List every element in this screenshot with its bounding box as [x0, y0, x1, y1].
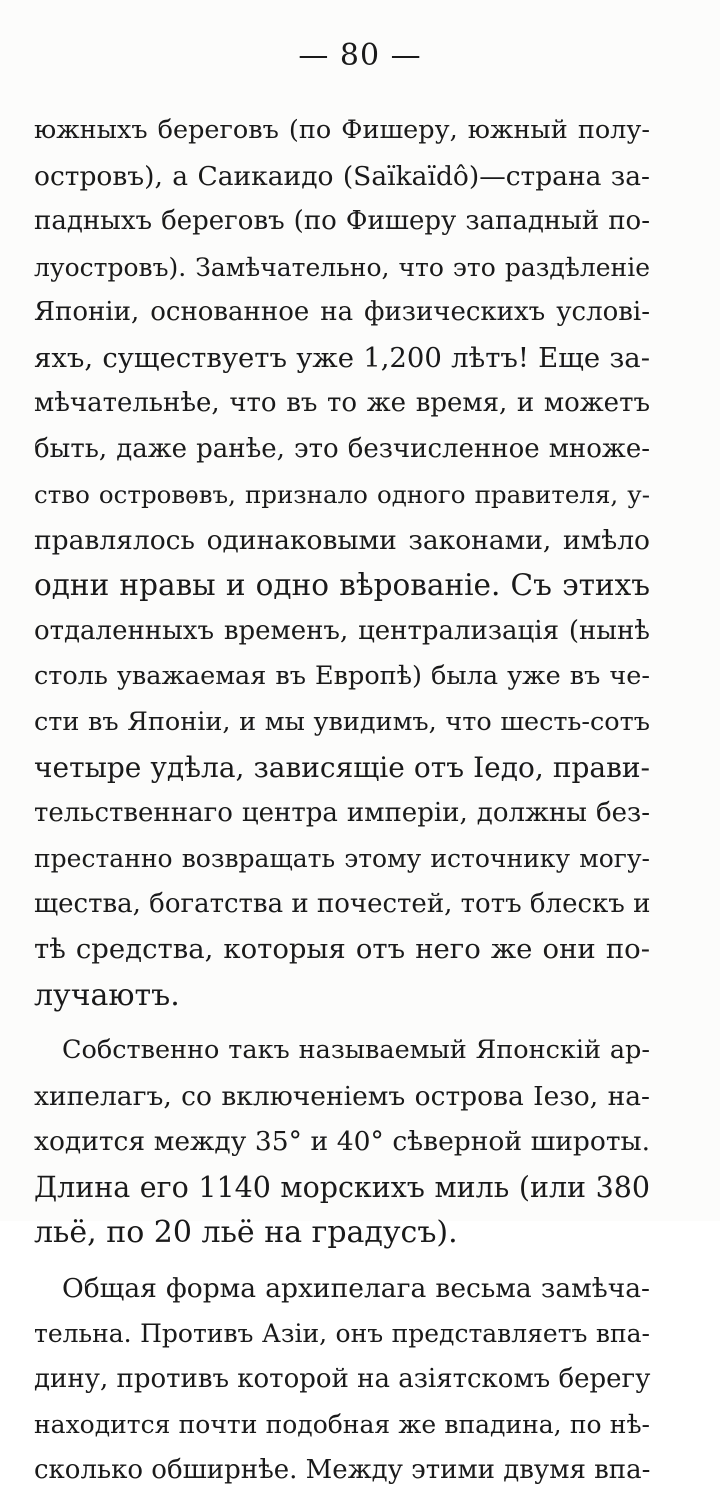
text-line: льё, по 20 льё на градусъ). — [34, 1210, 650, 1256]
text-line: мѣчательнѣе, что въ то же время, и можетъ — [34, 381, 650, 427]
text-line: южныхъ береговъ (по Фишеру, южный полу- — [34, 108, 650, 154]
text-line: быть, даже ранѣе, это безчисленное множе- — [34, 427, 650, 473]
paragraph-1 — [34, 108, 650, 1018]
text-line: луостровъ). Замѣчательно, что это раздѣленіе — [34, 245, 650, 291]
text-line: островъ), а Саикаидо (Saïkaïdô)—страна за- — [34, 154, 650, 200]
text-line: Собственно такъ называемый Японскій ар- — [34, 1028, 650, 1074]
body-text — [34, 108, 650, 1493]
text-line: Длина его 1140 морскихъ миль (или 380 — [34, 1165, 650, 1211]
text-line: щества, богатства и почестей, тотъ блескъ и — [34, 882, 650, 928]
text-line: Общая форма архипелага весьма замѣча- — [34, 1266, 650, 1312]
text-line: дину, противъ которой на азіятскомъ берегу — [34, 1357, 650, 1403]
text-line: сколько обширнѣе. Между этими двумя впа- — [34, 1448, 650, 1493]
paragraph-2 — [34, 1028, 650, 1256]
page-number: — 80 — — [0, 38, 720, 73]
text-line: Японіи, основанное на физическихъ услові- — [34, 290, 650, 336]
text-line: отдаленныхъ временъ, централизація (нынѣ — [34, 609, 650, 655]
text-line: одни нравы и одно вѣрованіе. Съ этихъ — [34, 563, 650, 609]
paragraph-gap — [34, 1018, 650, 1028]
text-line: сти въ Японіи, и мы увидимъ, что шесть-сотъ — [34, 700, 650, 746]
text-line: ство островѳвъ, признало одного правителя, у- — [34, 472, 650, 518]
text-line: находится почти подобная же впадина, по нѣ- — [34, 1402, 650, 1448]
text-line: четыре удѣла, зависящіе отъ Іедо, прави- — [34, 745, 650, 791]
text-line: престанно возвращать этому источнику могу- — [34, 836, 650, 882]
text-line: тѣ средства, которыя отъ него же они по- — [34, 927, 650, 973]
text-line: падныхъ береговъ (по Фишеру западный по- — [34, 199, 650, 245]
text-line: хипелагъ, со включеніемъ острова Іезо, на- — [34, 1074, 650, 1120]
text-line: тельна. Противъ Азіи, онъ представляетъ впа- — [34, 1311, 650, 1357]
text-line: тельственнаго центра имперіи, должны без- — [34, 791, 650, 837]
text-line: ходится между 35° и 40° сѣверной широты. — [34, 1119, 650, 1165]
text-line: столь уважаемая въ Европѣ) была уже въ че- — [34, 654, 650, 700]
text-line: яхъ, существуетъ уже 1,200 лѣтъ! Еще за- — [34, 336, 650, 382]
paragraph-gap — [34, 1256, 650, 1266]
paragraph-3 — [34, 1266, 650, 1493]
text-line: лучаютъ. — [34, 973, 650, 1019]
text-line: правлялось одинаковыми законами, имѣло — [34, 518, 650, 564]
